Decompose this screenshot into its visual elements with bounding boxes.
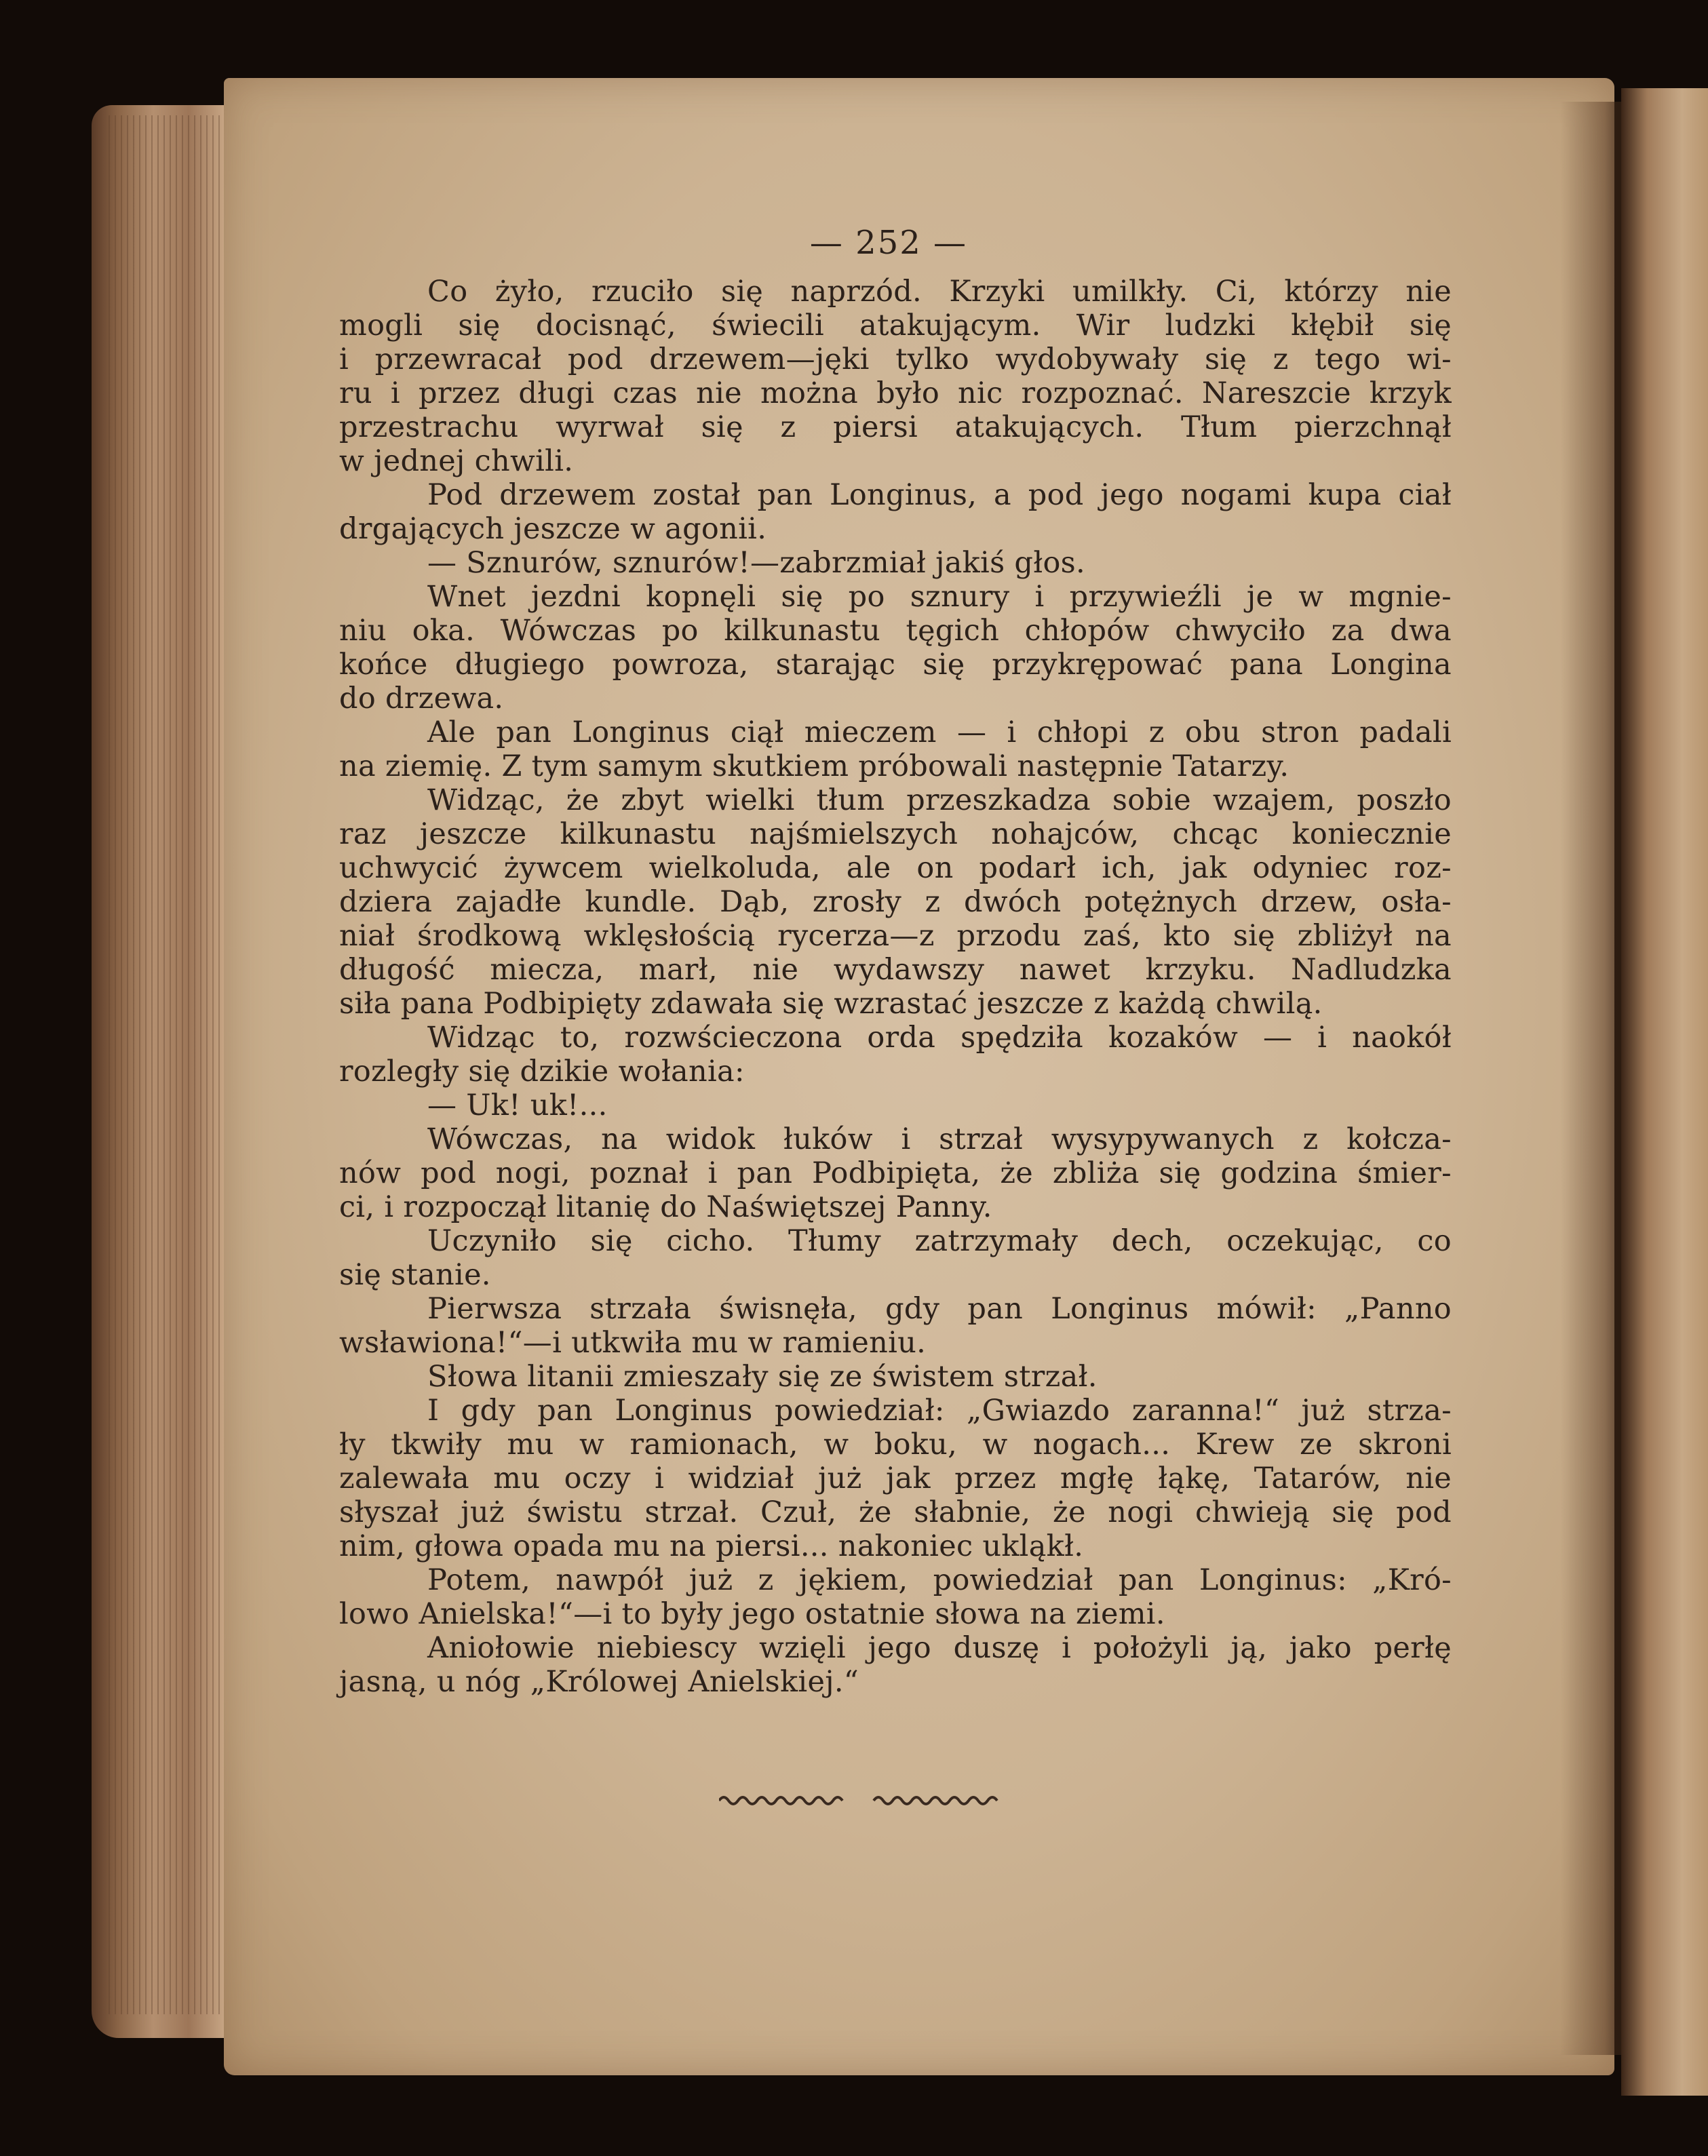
text-line: Co żyło, rzuciło się naprzód. Krzyki umilkły. Ci, którzy nie (427, 275, 1452, 309)
text-line: Wówczas, na widok łuków i strzał wysypywanych z kołcza- (427, 1122, 1452, 1156)
text-line: Widząc, że zbyt wielki tłum przeszkadza sobie wzajem, poszło (427, 783, 1452, 817)
text-line: Pierwsza strzała świsnęła, gdy pan Longinus mówił: „Panno (427, 1292, 1452, 1326)
text-line: wsławiona!“—i utkwiła mu w ramieniu. (339, 1326, 927, 1360)
text-line: zalewała mu oczy i widział już jak przez mgłę łąkę, Tatarów, nie (339, 1462, 1452, 1495)
text-line: przestrachu wyrwał się z piersi atakujących. Tłum pierzchnął (339, 410, 1452, 444)
text-line: niał środkową wklęsłością rycerza—z przodu zaś, kto się zbliżył na (339, 919, 1452, 953)
text-line: długość miecza, marł, nie wydawszy nawet krzyku. Nadludzka (339, 953, 1452, 987)
text-line: jasną, u nóg „Królowej Anielskiej.“ (339, 1665, 859, 1699)
text-line: uchwycić żywcem wielkoluda, ale on podarł ich, jak odyniec roz- (339, 851, 1452, 885)
text-line: rozległy się dzikie wołania: (339, 1055, 745, 1089)
text-line: Uczyniło się cicho. Tłumy zatrzymały dech, oczekując, co (427, 1224, 1452, 1258)
text-line: Widząc to, rozwścieczona orda spędziła kozaków — i naokół (427, 1021, 1452, 1055)
text-line: I gdy pan Longinus powiedział: „Gwiazdo zaranna!“ już strza- (427, 1394, 1452, 1428)
text-line: końce długiego powroza, starając się przykrępować pana Longina (339, 648, 1452, 682)
text-line: dziera zajadłe kundle. Dąb, zrosły z dwóch potężnych drzew, osła- (339, 885, 1452, 919)
text-line: — Sznurów, sznurów!—zabrzmiał jakiś głos. (427, 546, 1085, 580)
text-line: Wnet jezdni kopnęli się po sznury i przywieźli je w mgnie- (427, 580, 1452, 614)
text-line: do drzewa. (339, 682, 504, 716)
ornament-left-wave (719, 1797, 842, 1804)
text-line: słyszał już świstu strzał. Czuł, że słabnie, że nogi chwieją się pod (339, 1495, 1452, 1529)
text-line: lowo Anielska!“—i to były jego ostatnie słowa na ziemi. (339, 1597, 1165, 1631)
text-line: Słowa litanii zmieszały się ze świstem strzał. (427, 1360, 1098, 1394)
ornament-wavy-rule (719, 1790, 1004, 1811)
text-line: siła pana Podbipięty zdawała się wzrastać jeszcze z każdą chwilą. (339, 987, 1323, 1021)
facing-page-edge (1621, 88, 1708, 2096)
text-line: ci, i rozpoczął litanię do Naświętszej Panny. (339, 1190, 992, 1224)
text-line: niu oka. Wówczas po kilkunastu tęgich chłopów chwyciło za dwa (339, 614, 1452, 648)
text-line: i przewracał pod drzewem—jęki tylko wydobywały się z tego wi- (339, 342, 1452, 376)
text-line: raz jeszcze kilkunastu najśmielszych nohajców, chcąc koniecznie (339, 817, 1452, 851)
text-line: drgających jeszcze w agonii. (339, 512, 767, 546)
text-line: nów pod nogi, poznał i pan Podbipięta, że zbliża się godzina śmier- (339, 1156, 1452, 1190)
text-line: się stanie. (339, 1258, 491, 1292)
text-line: nim, głowa opada mu na piersi... nakoniec ukląkł. (339, 1529, 1084, 1563)
text-line: ru i przez długi czas nie można było nic rozpoznać. Nareszcie krzyk (339, 376, 1452, 410)
text-line: Pod drzewem został pan Longinus, a pod jego nogami kupa ciał (427, 478, 1452, 512)
text-line: Potem, nawpół już z jękiem, powiedział pan Longinus: „Kró- (427, 1563, 1452, 1597)
page-number: — 252 — (809, 224, 968, 262)
ornament-right-wave (874, 1797, 997, 1804)
body-text (339, 275, 1452, 1699)
text-line: Aniołowie niebiescy wzięli jego duszę i położyli ją, jako perłę (427, 1631, 1452, 1665)
text-line: w jednej chwili. (339, 444, 574, 478)
text-line: Ale pan Longinus ciął mieczem — i chłopi z obu stron padali (427, 716, 1452, 749)
text-line: na ziemię. Z tym samym skutkiem próbowali następnie Tatarzy. (339, 749, 1289, 783)
text-line: mogli się docisnąć, świecili atakującym. Wir ludzki kłębił się (339, 309, 1452, 342)
text-line: — Uk! uk!... (427, 1089, 608, 1122)
text-line: ły tkwiły mu w ramionach, w boku, w nogach... Krew ze skroni (339, 1428, 1452, 1462)
